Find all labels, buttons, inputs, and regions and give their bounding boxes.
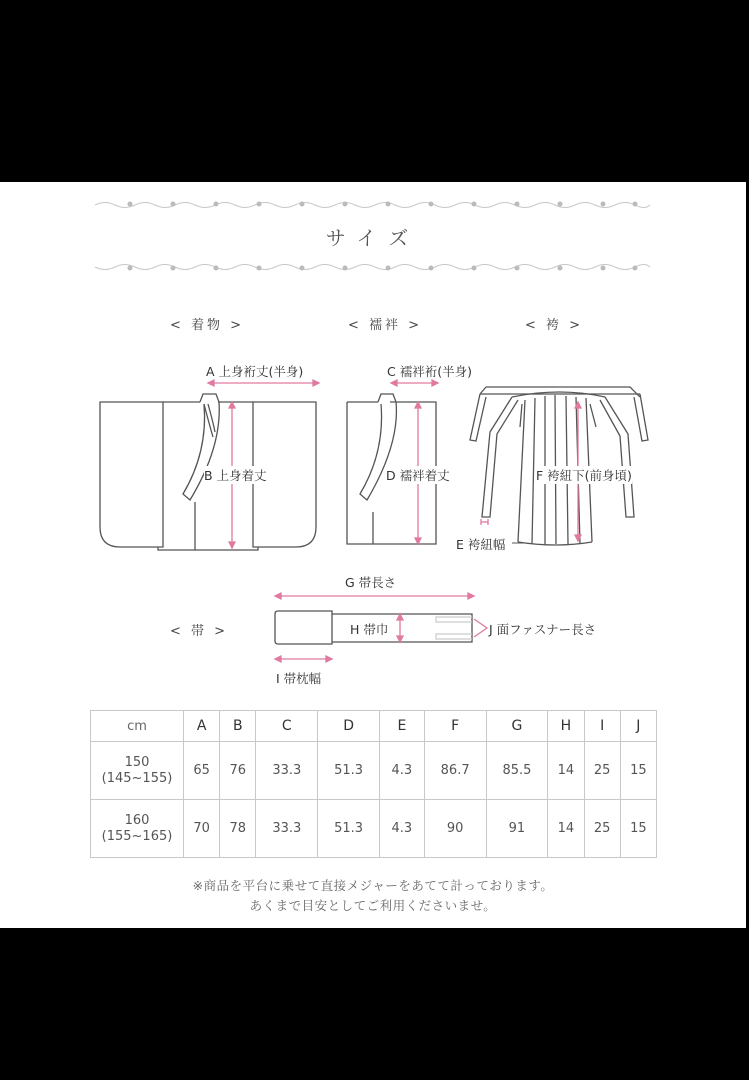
value-cell: 25 bbox=[584, 800, 620, 858]
col-header: D bbox=[318, 711, 380, 742]
value-cell: 4.3 bbox=[380, 742, 425, 800]
heading-kimono: < 着物 > bbox=[170, 318, 245, 333]
table-row bbox=[91, 800, 657, 858]
size-range: (155~165) bbox=[101, 828, 173, 844]
size-table bbox=[90, 710, 657, 858]
unit-cell: cm bbox=[91, 711, 184, 742]
col-header: C bbox=[256, 711, 318, 742]
col-header: F bbox=[424, 711, 486, 742]
value-cell: 33.3 bbox=[256, 742, 318, 800]
label-i: I 帯枕幅 bbox=[276, 671, 322, 686]
heading-obi: < 帯 > bbox=[170, 624, 229, 639]
label-e: E 袴紐幅 bbox=[456, 537, 506, 552]
size-value: 160 bbox=[124, 812, 150, 828]
page-title: サイズ bbox=[325, 226, 421, 250]
col-header: B bbox=[220, 711, 256, 742]
value-cell: 70 bbox=[184, 800, 220, 858]
table-header-row bbox=[91, 711, 657, 742]
value-cell: 4.3 bbox=[380, 800, 425, 858]
heading-hakama: < 袴 > bbox=[525, 318, 584, 333]
label-g: G 帯長さ bbox=[345, 575, 397, 590]
size-label-cell bbox=[91, 800, 184, 858]
label-c: C 襦袢裄(半身) bbox=[387, 364, 472, 379]
label-b: B 上身着丈 bbox=[204, 468, 267, 483]
label-a: A 上身裄丈(半身) bbox=[206, 364, 304, 379]
value-cell: 15 bbox=[620, 800, 656, 858]
value-cell: 51.3 bbox=[318, 800, 380, 858]
label-d: D 襦袢着丈 bbox=[386, 468, 450, 483]
value-cell: 65 bbox=[184, 742, 220, 800]
col-header: H bbox=[548, 711, 584, 742]
size-chart-sheet bbox=[0, 182, 746, 928]
label-j: J 面ファスナー長さ bbox=[489, 622, 597, 637]
col-header: A bbox=[184, 711, 220, 742]
col-header: E bbox=[380, 711, 425, 742]
heading-juban: < 襦袢 > bbox=[348, 318, 423, 333]
value-cell: 91 bbox=[486, 800, 548, 858]
value-cell: 86.7 bbox=[424, 742, 486, 800]
label-f: F 袴紐下(前身頃) bbox=[536, 468, 632, 483]
size-value: 150 bbox=[124, 754, 150, 770]
col-header: J bbox=[620, 711, 656, 742]
note-line-2: あくまで目安としてご利用くださいませ。 bbox=[249, 898, 497, 913]
value-cell: 90 bbox=[424, 800, 486, 858]
value-cell: 15 bbox=[620, 742, 656, 800]
table-row bbox=[91, 742, 657, 800]
label-h: H 帯巾 bbox=[350, 622, 389, 637]
value-cell: 51.3 bbox=[318, 742, 380, 800]
value-cell: 85.5 bbox=[486, 742, 548, 800]
value-cell: 14 bbox=[548, 742, 584, 800]
col-header: I bbox=[584, 711, 620, 742]
value-cell: 76 bbox=[220, 742, 256, 800]
note-line-1: ※商品を平台に乗せて直接メジャーをあてて計っております。 bbox=[192, 878, 554, 893]
measurement-note bbox=[0, 876, 746, 916]
value-cell: 33.3 bbox=[256, 800, 318, 858]
value-cell: 78 bbox=[220, 800, 256, 858]
size-label-cell bbox=[91, 742, 184, 800]
size-range: (145~155) bbox=[101, 770, 173, 786]
value-cell: 25 bbox=[584, 742, 620, 800]
value-cell: 14 bbox=[548, 800, 584, 858]
col-header: G bbox=[486, 711, 548, 742]
